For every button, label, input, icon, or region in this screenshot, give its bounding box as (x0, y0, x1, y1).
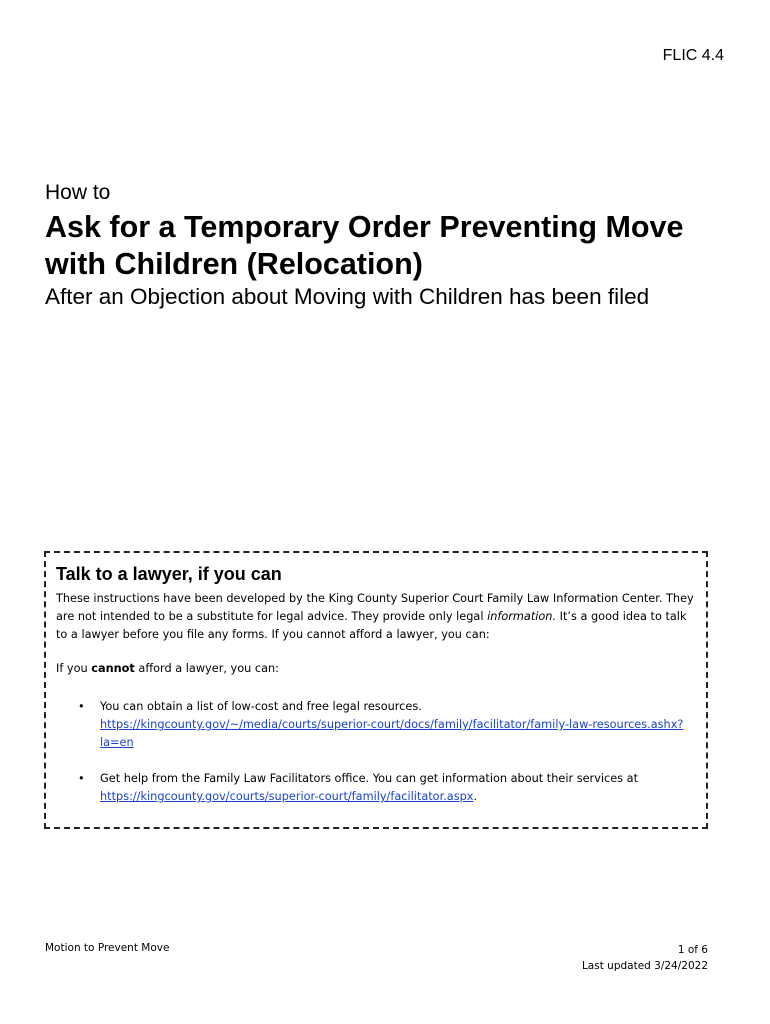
how-to-label: How to (45, 181, 111, 204)
if-bold: cannot (91, 662, 135, 675)
footer-document-title: Motion to Prevent Move (45, 942, 170, 954)
bullet-text: You can obtain a list of low-cost and free legal resources. (100, 700, 422, 713)
lawyer-advice-box (44, 551, 708, 829)
list-item (56, 698, 696, 752)
bullet-trailing-text: . (473, 790, 478, 803)
intro-text-2: It’s a good idea to talk to a lawyer before you file any forms. If you cannot afford a lawyer, you can: (56, 610, 687, 641)
bullet-icon: • (78, 700, 85, 713)
page-title: Ask for a Temporary Order Preventing Move with Children (Relocation) (45, 210, 684, 281)
lawyer-intro-paragraph (56, 590, 696, 644)
form-code: FLIC 4.4 (662, 47, 724, 64)
if-prefix: If you (56, 662, 92, 675)
intro-text-1: These instructions have been developed by the King County Superior Court Family Law Information Center. They are not intended to be a substitute for legal advice. They provide only legal (56, 592, 694, 623)
lawyer-box-heading: Talk to a lawyer, if you can (56, 564, 282, 584)
if-suffix: afford a lawyer, you can: (134, 662, 279, 675)
facilitator-link[interactable]: https://kingcounty.gov/courts/superior-court/family/facilitator.aspx (100, 790, 474, 803)
bullet-icon: • (78, 772, 85, 785)
resource-list (56, 698, 696, 806)
intro-italic: information. (487, 610, 557, 623)
page-number: 1 of 6 (677, 944, 708, 956)
last-updated: Last updated 3/24/2022 (581, 960, 708, 972)
list-item (56, 770, 696, 806)
cannot-afford-paragraph (56, 660, 696, 678)
legal-resources-link[interactable]: https://kingcounty.gov/~/media/courts/superior-court/docs/family/facilitator/family-law-resources.ashx?la=en (100, 718, 684, 749)
footer-page-info (582, 942, 708, 974)
bullet-text: Get help from the Family Law Facilitators office. You can get information about their services at (100, 772, 639, 785)
page-subtitle: After an Objection about Moving with Children has been filed (45, 284, 650, 309)
